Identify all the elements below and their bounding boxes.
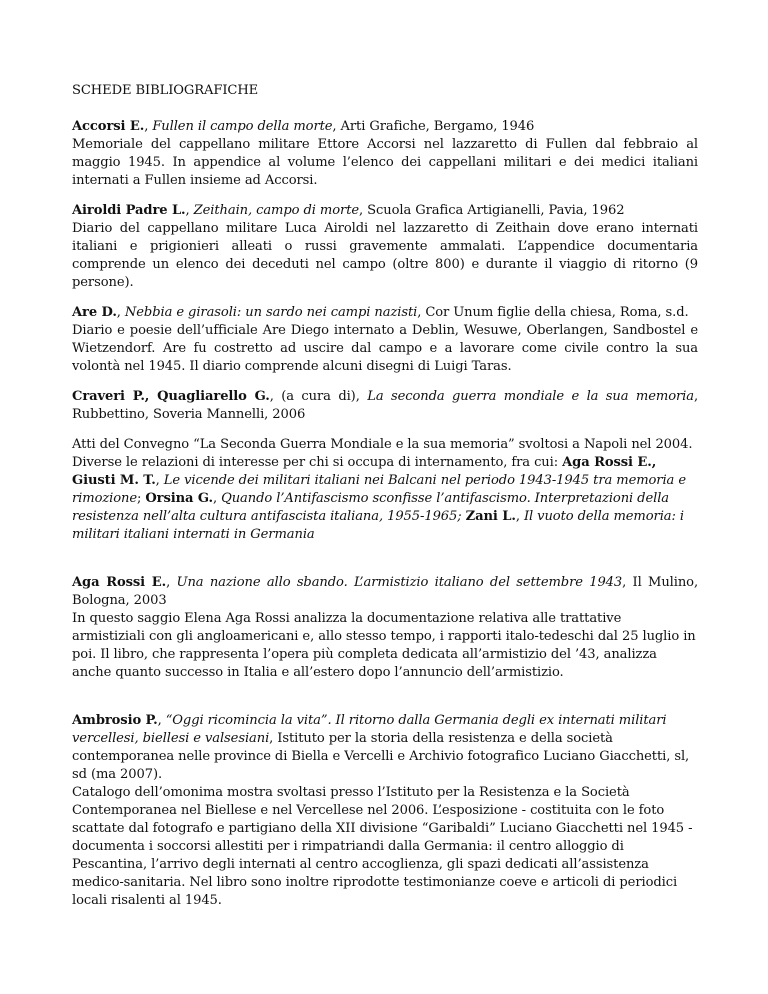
entry-author: Airoldi Padre L. <box>72 203 186 218</box>
entry-citation <box>72 388 698 424</box>
ref-author: Aga Rossi E., Giusti M. T. <box>72 455 657 488</box>
ref-title: Quando l’Antifascismo sconfisse l’antifascismo. Interpretazioni della resistenza nell’alta cultura antifascista italiana, 1955-1965; <box>72 491 669 524</box>
ref-title: Il vuoto della memoria: i militari italiani internati in Germania <box>72 509 684 542</box>
bibliography-entry <box>72 202 698 292</box>
entry-citation <box>72 202 698 292</box>
entry-publisher: , Rubbettino, Soveria Mannelli, 2006 <box>72 389 699 422</box>
entry-description: Diario e poesie dell’ufficiale Are Diego internato a Deblin, Wesuwe, Oberlangen, Sandbostel e Wietzendorf. Are fu costretto ad uscire dal campo e a lavorare come civile contro la sua volontà nel 1945. Il diario comprende alcuni disegni di Luigi Taras. <box>72 323 698 374</box>
entry-separator: , <box>157 713 166 728</box>
entry-publisher: , Arti Grafiche, Bergamo, 1946 <box>332 119 535 134</box>
entry-separator: , <box>116 305 125 320</box>
entry-description: Memoriale del cappellano militare Ettore Accorsi nel lazzaretto di Fullen dal febbraio al maggio 1945. In appendice al volume l’elenco dei cappellani militari e dei medici italiani internati a Fullen insieme ad Accorsi. <box>72 137 698 188</box>
entry-author: Accorsi E. <box>72 119 145 134</box>
entry-separator: , <box>185 203 194 218</box>
entry-publisher: , Istituto per la storia della resistenza e della società contemporanea nelle province di Biella e Vercelli e Archivio fotografico Luciano Giacchetti, sl, sd (ma 2007). <box>72 731 690 782</box>
entry-author: Aga Rossi E. <box>72 575 167 590</box>
ref-author: Orsina G. <box>145 491 213 506</box>
ref-separator: , <box>155 473 164 488</box>
ref-title: Le vicende dei militari italiani nei Balcani nel periodo 1943-1945 tra memoria e rimozione <box>72 473 686 506</box>
entry-author: Ambrosio P. <box>72 713 158 728</box>
document-page <box>72 82 698 922</box>
entry-citation <box>72 574 698 610</box>
bibliography-entry <box>72 304 698 376</box>
entry-title: Una nazione allo sbando. L’armistizio italiano del settembre 1943 <box>176 575 623 590</box>
bibliography-entry <box>72 388 698 544</box>
entry-description <box>72 436 698 544</box>
bibliography-entry <box>72 118 698 190</box>
ref-end: ; <box>137 491 146 506</box>
entry-publisher: , Scuola Grafica Artigianelli, Pavia, 1962 <box>359 203 625 218</box>
ref-separator: , <box>515 509 524 524</box>
entry-separator: , <box>166 575 177 590</box>
entry-title: Nebbia e girasoli: un sardo nei campi nazisti <box>124 305 418 320</box>
bibliography-entry <box>72 712 698 910</box>
entry-description: Catalogo dell’omonima mostra svoltasi presso l’Istituto per la Resistenza e la Società Contemporanea nel Biellese e nel Vercellese nel 2006. L’esposizione - costituita con le foto scattate dal fotografo e partigiano della XII divisione “Garibaldi” Luciano Giacchetti nel 1945 - documenta i soccorsi allestiti per i rimpatriandi dalla Germania: il centro alloggio di Pescantina, l’arrivo degli internati al centro accoglienza, gli spazi dedicati all’assistenza medico-sanitaria. Nel libro sono inoltre riprodotte testimonianze coeve e articoli di periodici locali risalenti al 1945. <box>72 785 693 908</box>
document-heading: SCHEDE BIBLIOGRAFICHE <box>72 83 259 98</box>
entry-description-intro: Atti del Convegno “La Seconda Guerra Mondiale e la sua memoria” svoltosi a Napoli nel 2004. Diverse le relazioni di interesse per chi si occupa di internamento, fra cui: <box>72 437 693 470</box>
entry-publisher: , Il Mulino, Bologna, 2003 <box>72 575 699 608</box>
bibliography-entry <box>72 574 698 682</box>
entry-description: Diario del cappellano militare Luca Airoldi nel lazzaretto di Zeithain dove erano internati italiani e prigionieri alleati o russi gravemente ammalati. L’appendice documentaria comprende un elenco dei deceduti nel campo (oltre 800) e durante il viaggio di ritorno (9 persone). <box>72 221 698 290</box>
ref-author: Zani L. <box>465 509 516 524</box>
entry-publisher: , Cor Unum figlie della chiesa, Roma, s.d. <box>417 305 689 320</box>
entry-title: Fullen il campo della morte <box>152 119 333 134</box>
entry-citation <box>72 304 698 376</box>
entry-title: Zeithain, campo di morte <box>193 203 360 218</box>
entry-author: Are D. <box>72 305 117 320</box>
entry-separator: , (a cura di), <box>269 389 368 404</box>
entry-separator: , <box>144 119 153 134</box>
entry-title: La seconda guerra mondiale e la sua memoria <box>367 389 694 404</box>
entry-description: In questo saggio Elena Aga Rossi analizza la documentazione relativa alle trattative armistiziali con gli angloamericani e, allo stesso tempo, i rapporti italo-tedeschi dal 25 luglio in poi. Il libro, che rappresenta l’opera più completa dedicata all’armistizio del ’43, analizza anche quanto successo in Italia e all’estero dopo l’annuncio dell’armistizio. <box>72 611 696 680</box>
entry-author: Craveri P., Quagliarello G. <box>72 389 270 404</box>
entry-citation <box>72 712 698 784</box>
entry-title: “Oggi ricomincia la vita”. Il ritorno dalla Germania degli ex internati militari vercellesi, biellesi e valsesiani <box>72 713 667 746</box>
ref-separator: , <box>212 491 222 506</box>
entry-citation <box>72 118 698 190</box>
